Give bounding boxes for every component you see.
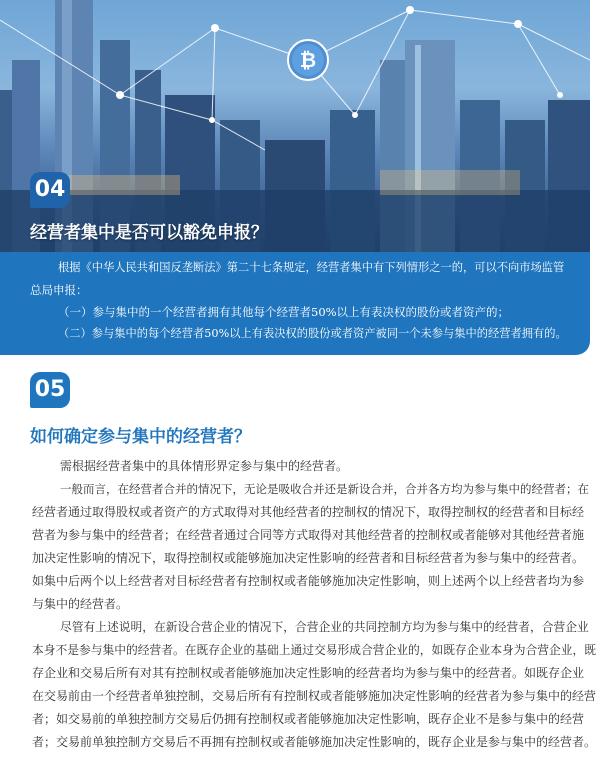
paragraph-line: 如集中后两个以上经营者对目标经营者有控制权或者能够施加决定性影响，则上述两个以上经营者均为参 — [32, 574, 585, 588]
paragraph-line: 与集中的经营者。 — [32, 597, 129, 611]
paragraph-line: 在交易前由一个经营者单独控制，交易后所有有控制权或者能够施加决定性影响的经营者为参与集中的经营 — [32, 689, 597, 703]
paragraph-line: 经营者通过取得股权或者资产的方式取得对其他经营者的控制权的情况下，取得控制权的经营者和目标经 — [32, 505, 585, 519]
paragraph-line: 者；交易前单独控制方交易后不再拥有控制权或者能够施加决定性影响的，既存企业是参与集中的经营者。 — [32, 735, 597, 749]
section-04-intro-line2: 总局申报： — [30, 283, 88, 297]
paragraph-line: 者；如交易前的单独控制方交易后仍拥有控制权或者能够施加决定性影响，既存企业不是参与集中的经营 — [32, 712, 585, 726]
paragraph-line: 需根据经营者集中的具体情形界定参与集中的经营者。 — [60, 459, 349, 473]
section-05-number: 05 — [30, 372, 70, 408]
section-04-number: 04 — [30, 172, 70, 208]
paragraph-line: 存企业和交易后所有对其有控制权或者能够施加决定性影响的经营者均为参与集中的经营者。如既存企业 — [32, 666, 585, 680]
bitcoin-icon — [288, 40, 328, 80]
section-04-intro-line1: 根据《中华人民共和国反垄断法》第二十七条规定，经营者集中有下列情形之一的，可以不向市场监管 — [58, 261, 565, 274]
section-04-item-1: （一）参与集中的一个经营者拥有其他每个经营者50%以上有表决权的股份或者资产的； — [58, 305, 510, 319]
section-04-title: 经营者集中是否可以豁免申报？ — [30, 223, 268, 243]
section-04-item-2: （二）参与集中的每个经营者50%以上有表决权的股份或者资产被同一个未参与集中的经营者拥有的。 — [58, 327, 567, 340]
paragraph-line: 营者为参与集中的经营者；在经营者通过合同等方式取得对其他经营者的控制权或者能够对其他经营者施 — [32, 528, 585, 542]
paragraph-line: 尽管有上述说明，在新设合营企业的情况下，合营企业的共同控制方均为参与集中的经营者，合营企业 — [60, 620, 589, 634]
section-05-title: 如何确定参与集中的经营者？ — [30, 427, 251, 447]
city-skyline-illustration — [0, 0, 590, 252]
paragraph-line: 加决定性影响的情况下，取得控制权或能够施加决定性影响的经营者和目标经营者为参与集中的经营者。 — [32, 551, 585, 565]
paragraph-line: 一般而言，在经营者合并的情况下，无论是吸收合并还是新设合并，合并各方均为参与集中的经营者；在 — [60, 482, 589, 496]
paragraph-line: 本身不是参与集中的经营者。在既存企业的基础上通过交易形成合营企业的，如既存企业本身为合营企业，既 — [32, 643, 596, 657]
svg-text:₿: ₿ — [299, 48, 317, 72]
hero-image — [0, 0, 590, 252]
section-04-panel — [0, 252, 590, 355]
